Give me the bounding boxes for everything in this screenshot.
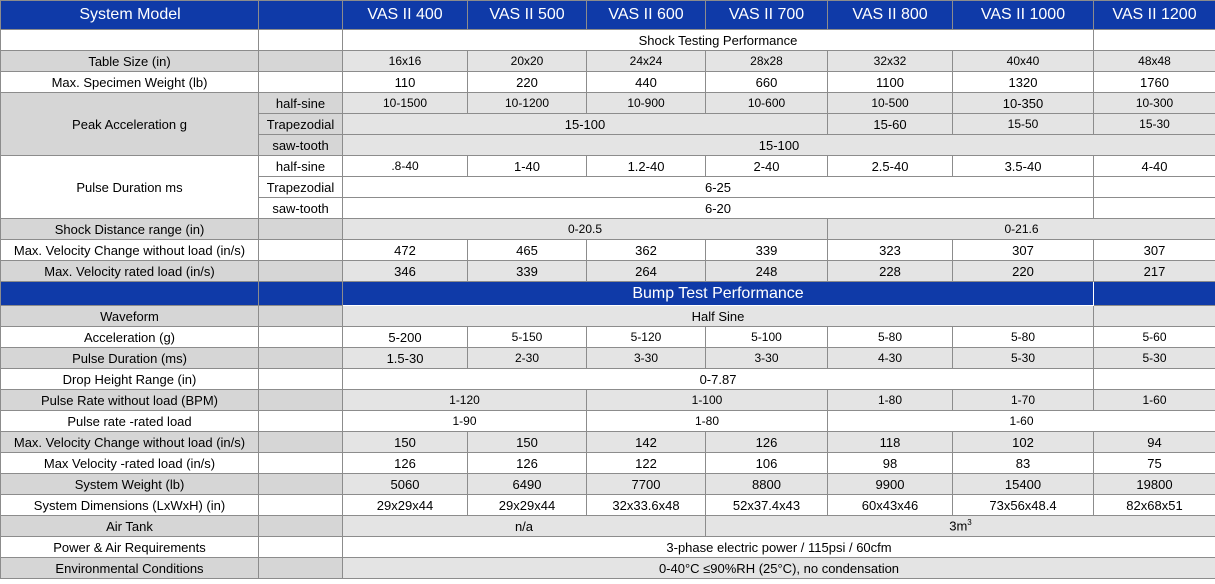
row-label: Table Size (in) (1, 51, 259, 72)
table-row (1, 537, 1215, 558)
cell-value: 1-80 (828, 390, 953, 411)
cell-value: 0-21.6 (828, 219, 1215, 240)
cell-value: 465 (468, 240, 587, 261)
cell-value: 118 (828, 432, 953, 453)
model-header: VAS II 800 (828, 1, 953, 30)
table-row (1, 240, 1215, 261)
cell-value: 10-900 (587, 93, 706, 114)
cell-value: 5-150 (468, 327, 587, 348)
cell-value: 472 (343, 240, 468, 261)
table-row (1, 348, 1215, 369)
cell-value: 16x16 (343, 51, 468, 72)
table-row (1, 369, 1215, 390)
cell-value: .8-40 (343, 156, 468, 177)
cell-value: 142 (587, 432, 706, 453)
cell-value: 339 (706, 240, 828, 261)
cell-value: 73x56x48.4 (953, 495, 1094, 516)
cell-value: 150 (343, 432, 468, 453)
cell-value: 5-80 (953, 327, 1094, 348)
table-row (1, 156, 1215, 177)
row-label: Max Velocity -rated load (in/s) (1, 453, 259, 474)
cell-value: 228 (828, 261, 953, 282)
cell-value: $3m^3$ (706, 516, 1215, 537)
table-row (1, 432, 1215, 453)
cell-value: 10-500 (828, 93, 953, 114)
cell-value: 28x28 (706, 51, 828, 72)
cell-value: 3-30 (587, 348, 706, 369)
cell-value: 106 (706, 453, 828, 474)
sub-label: half-sine (259, 93, 343, 114)
cell-value: 217 (1094, 261, 1215, 282)
cell-value: 5-100 (706, 327, 828, 348)
cell-value: 5-60 (1094, 327, 1215, 348)
cell-value: 15-50 (953, 114, 1094, 135)
cell-value: 32x32 (828, 51, 953, 72)
cell-value: 6-20 (343, 198, 1094, 219)
cell-value: 5-30 (953, 348, 1094, 369)
cell-value: 5060 (343, 474, 468, 495)
sub-label: saw-tooth (259, 135, 343, 156)
sub-label: Trapezodial (259, 177, 343, 198)
cell-value: 307 (1094, 240, 1215, 261)
cell-value: 9900 (828, 474, 953, 495)
cell-value: 83 (953, 453, 1094, 474)
bump-section-title: Bump Test Performance (343, 282, 1094, 306)
cell-value: 323 (828, 240, 953, 261)
row-label: System Dimensions (LxWxH) (in) (1, 495, 259, 516)
cell-value: 307 (953, 240, 1094, 261)
cell-value: 1-70 (953, 390, 1094, 411)
cell-value: 15-100 (343, 114, 828, 135)
table-row (1, 93, 1215, 114)
cell-value: 40x40 (953, 51, 1094, 72)
table-row (1, 72, 1215, 93)
model-header: VAS II 700 (706, 1, 828, 30)
row-label: Max. Specimen Weight (lb) (1, 72, 259, 93)
cell-value: 5-120 (587, 327, 706, 348)
cell-value: 5-80 (828, 327, 953, 348)
table-row (1, 516, 1215, 537)
cell-value: 5-30 (1094, 348, 1215, 369)
cell-value: 2.5-40 (828, 156, 953, 177)
cell-value: 4-30 (828, 348, 953, 369)
cell-value: 660 (706, 72, 828, 93)
table-row (1, 219, 1215, 240)
cell-value: 82x68x51 (1094, 495, 1215, 516)
cell-value: 3-phase electric power / 115psi / 60cfm (343, 537, 1215, 558)
cell-value: 150 (468, 432, 587, 453)
cell-value: 126 (468, 453, 587, 474)
cell-value: 3-30 (706, 348, 828, 369)
cell-value: 3.5-40 (953, 156, 1094, 177)
cell-value: 0-20.5 (343, 219, 828, 240)
cell-value: 19800 (1094, 474, 1215, 495)
cell-value: 362 (587, 240, 706, 261)
header-spacer (259, 1, 343, 30)
cell-value: 1-80 (587, 411, 828, 432)
row-label: Pulse Duration (ms) (1, 348, 259, 369)
cell-value: 15-60 (828, 114, 953, 135)
cell-value: 8800 (706, 474, 828, 495)
cell-value: 220 (468, 72, 587, 93)
cell-value: 1100 (828, 72, 953, 93)
cell-value: 52x37.4x43 (706, 495, 828, 516)
cell-value: 15-100 (343, 135, 1215, 156)
sub-label: half-sine (259, 156, 343, 177)
row-label: Environmental Conditions (1, 558, 259, 579)
cell-value: 1-60 (1094, 390, 1215, 411)
cell-value: 1.5-30 (343, 348, 468, 369)
row-label: Air Tank (1, 516, 259, 537)
cell-value: Half Sine (343, 306, 1094, 327)
sub-label: Trapezodial (259, 114, 343, 135)
cell-value: 1-120 (343, 390, 587, 411)
row-label: Waveform (1, 306, 259, 327)
cell-value: 264 (587, 261, 706, 282)
cell-value: 248 (706, 261, 828, 282)
shock-section-title: Shock Testing Performance (343, 30, 1094, 51)
cell-value: 32x33.6x48 (587, 495, 706, 516)
cell-value: 29x29x44 (343, 495, 468, 516)
cell-value: 1-40 (468, 156, 587, 177)
peak-acceleration-label: Peak Acceleration g (1, 93, 259, 156)
cell-value: n/a (343, 516, 706, 537)
shock-section-row (1, 30, 1215, 51)
cell-value: 1-90 (343, 411, 587, 432)
sub-label: saw-tooth (259, 198, 343, 219)
cell-value: 1760 (1094, 72, 1215, 93)
cell-value: 1.2-40 (587, 156, 706, 177)
row-label: Max. Velocity rated load (in/s) (1, 261, 259, 282)
table-row (1, 474, 1215, 495)
cell-value: 126 (706, 432, 828, 453)
cell-value: 1-60 (828, 411, 1215, 432)
table-row (1, 411, 1215, 432)
table-row (1, 306, 1215, 327)
cell-value: 126 (343, 453, 468, 474)
cell-value: 6490 (468, 474, 587, 495)
cell-value: 75 (1094, 453, 1215, 474)
cell-value: 10-350 (953, 93, 1094, 114)
header-row (1, 1, 1215, 30)
table-row (1, 495, 1215, 516)
row-label: Pulse rate -rated load (1, 411, 259, 432)
table-row (1, 558, 1215, 579)
bump-section-row (1, 282, 1215, 306)
cell-value: 0-40°C ≤90%RH (25°C), no condensation (343, 558, 1215, 579)
table-row (1, 51, 1215, 72)
cell-value: 346 (343, 261, 468, 282)
cell-value: 29x29x44 (468, 495, 587, 516)
model-header: VAS II 500 (468, 1, 587, 30)
cell-value: 2-30 (468, 348, 587, 369)
model-header: VAS II 1200 (1094, 1, 1215, 30)
cell-value: 98 (828, 453, 953, 474)
cell-value: 10-300 (1094, 93, 1215, 114)
table-row (1, 327, 1215, 348)
model-header: VAS II 400 (343, 1, 468, 30)
row-label: Max. Velocity Change without load (in/s) (1, 240, 259, 261)
cell-value: 15-30 (1094, 114, 1215, 135)
cell-value: 10-1200 (468, 93, 587, 114)
cell-value: 1320 (953, 72, 1094, 93)
cell-value: 102 (953, 432, 1094, 453)
cell-value: 6-25 (343, 177, 1094, 198)
table-row (1, 261, 1215, 282)
cell-value: 1-100 (587, 390, 828, 411)
cell-value: 15400 (953, 474, 1094, 495)
cell-value: 48x48 (1094, 51, 1215, 72)
cell-value: 94 (1094, 432, 1215, 453)
cell-value: 339 (468, 261, 587, 282)
cell-value: 0-7.87 (343, 369, 1094, 390)
cell-value: 5-200 (343, 327, 468, 348)
row-label: Acceleration (g) (1, 327, 259, 348)
cell-value: 10-1500 (343, 93, 468, 114)
cell-value: 10-600 (706, 93, 828, 114)
row-label: Drop Height Range (in) (1, 369, 259, 390)
table-row (1, 453, 1215, 474)
row-label: Power & Air Requirements (1, 537, 259, 558)
table-row (1, 390, 1215, 411)
cell-value: 4-40 (1094, 156, 1215, 177)
cell-value: 440 (587, 72, 706, 93)
system-model-label: System Model (1, 1, 259, 30)
cell-value: 7700 (587, 474, 706, 495)
cell-value: 220 (953, 261, 1094, 282)
row-label: Pulse Rate without load (BPM) (1, 390, 259, 411)
cell-value: 20x20 (468, 51, 587, 72)
row-label: System Weight (lb) (1, 474, 259, 495)
pulse-duration-label: Pulse Duration ms (1, 156, 259, 219)
cell-value: 60x43x46 (828, 495, 953, 516)
row-label: Shock Distance range (in) (1, 219, 259, 240)
cell-value: 2-40 (706, 156, 828, 177)
cell-value: 24x24 (587, 51, 706, 72)
model-header: VAS II 1000 (953, 1, 1094, 30)
row-label: Max. Velocity Change without load (in/s) (1, 432, 259, 453)
model-header: VAS II 600 (587, 1, 706, 30)
cell-value: 110 (343, 72, 468, 93)
cell-value: 122 (587, 453, 706, 474)
